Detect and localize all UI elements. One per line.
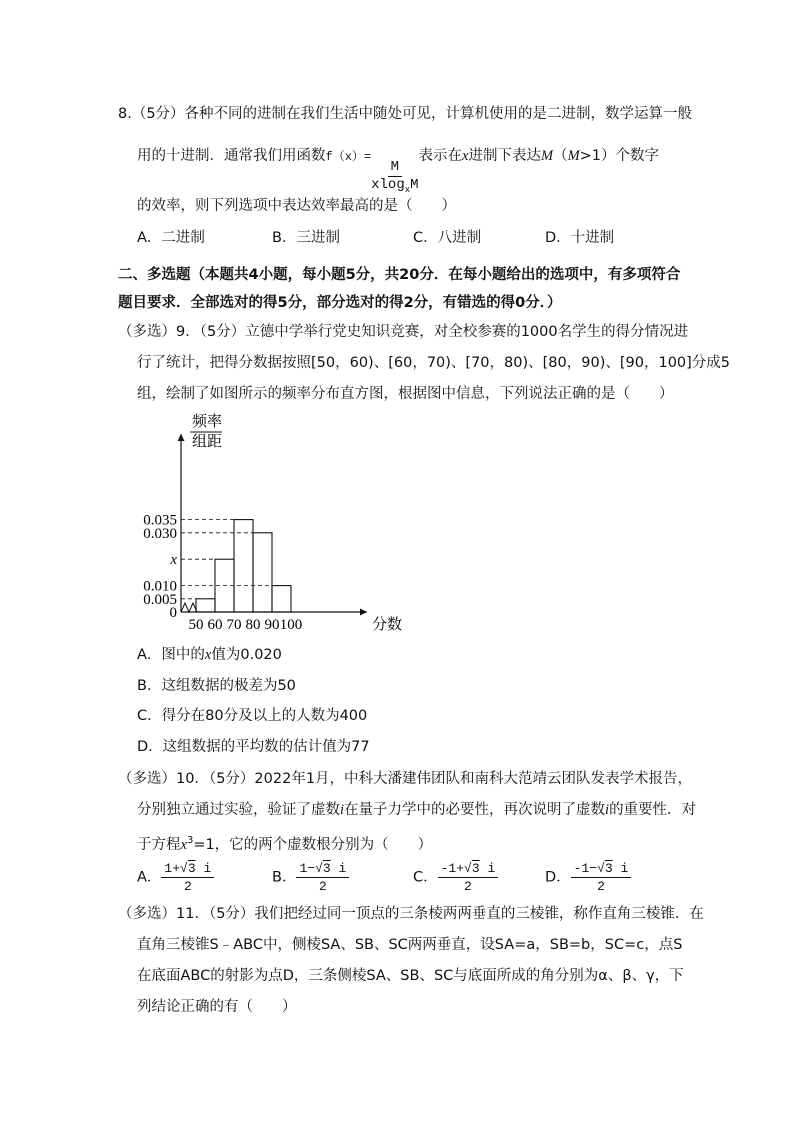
x-tick-label: 80 — [245, 617, 261, 633]
section2-heading-line1: 二、多选题（本题共4小题，每小题5分，共20分．在每小题给出的选项中，有多项符合 — [118, 267, 681, 283]
x-tick-label: 90 — [264, 617, 280, 633]
q8-line1: 8.（5分）各种不同的进制在我们生活中随处可见，计算机使用的是二进制，数学运算一般 — [118, 106, 693, 122]
y-tick-labels — [143, 513, 177, 621]
q10-option-a-fraction: $\frac{1+√3 i}{2}$ — [161, 860, 214, 895]
y-label-top: 频率 — [192, 414, 223, 430]
x-tick-label: 50 — [188, 617, 204, 633]
q9-option-d[interactable]: D．这组数据的平均数的估计值为77 — [137, 739, 370, 755]
q8-func-lhs: f（x）= — [325, 150, 372, 164]
q10-line1: （多选）10．（5分）2022年1月，中科大潘建伟团队和南科大范靖云团队发表学术报告， — [118, 771, 693, 787]
y-label-bottom: 组距 — [192, 434, 223, 450]
q9-option-c[interactable]: C．得分在80分及以上的人数为400 — [137, 708, 368, 724]
q11-line4: 列结论正确的有（ ） — [137, 999, 297, 1015]
section2-heading-line2: 题目要求．全部选对的得5分，部分选对的得2分，有错选的得0分．） — [118, 295, 562, 311]
y-tick-label: 0.035 — [143, 512, 177, 529]
q10-option-d-fraction: $\frac{-1-√3 i}{2}$ — [571, 860, 632, 895]
q10-eq-x: x — [180, 836, 187, 853]
q9-option-a[interactable]: A．图中的x值为0.020 — [137, 647, 282, 663]
q10-option-c-fraction: $\frac{-1+√3 i}{2}$ — [438, 860, 499, 895]
q10-line2: 分别独立通过实验，验证了虚数i在量子力学中的必要性，再次说明了虚数i的重要性．对 — [137, 802, 697, 818]
histogram-chart — [130, 410, 410, 635]
histogram-bars — [196, 520, 291, 612]
q10-eq-exp: 3 — [186, 835, 194, 846]
q8-func-fraction — [371, 159, 418, 199]
q11-line1: （多选）11．（5分）我们把经过同一顶点的三条棱两两垂直的三棱锥，称作直角三棱锥．在 — [118, 906, 704, 922]
q10-option-d[interactable]: D． $\frac{-1-√3 i}{2}$ — [545, 860, 631, 895]
q8-var-x: x — [462, 148, 469, 164]
histogram-bar — [272, 586, 291, 612]
q8-var-m: M — [540, 148, 554, 164]
q8-option-d[interactable]: D．十进制 — [545, 230, 615, 246]
q8-line3: 的效率，则下列选项中表达效率最高的是（ ） — [137, 198, 456, 214]
x-tick-label: 100 — [279, 617, 303, 633]
y-tick-label: 0 — [169, 605, 177, 621]
x-tick-label: 60 — [207, 617, 223, 633]
q10-option-b-fraction: $\frac{1-√3 i}{2}$ — [296, 860, 349, 895]
y-tick-label: 0.030 — [143, 525, 177, 542]
q8-func-denominator: xlog$_x$M — [371, 177, 419, 195]
axis-break-zigzag — [181, 603, 197, 612]
q8-func-numerator: M — [388, 159, 402, 177]
histogram-bar — [253, 533, 272, 612]
q8-option-a[interactable]: A．二进制 — [137, 230, 205, 246]
q10-line3: 于方程$x^3=1$，它的两个虚数根分别为（ ） — [137, 835, 433, 853]
x-tick-label: 70 — [226, 617, 242, 633]
y-tick-label: 0.005 — [143, 591, 177, 608]
q8-line2-text: 用的十进制．通常我们用函数 — [137, 148, 326, 164]
q9-line2: 行了统计，把得分数据按照[50，60)、[60，70)、[70，80)、[80，90)、[90，100]分成5 — [137, 355, 731, 371]
q8-line2: 用的十进制．通常我们用函数f（x）= $\frac{M}{xlog_xM}$ 表示在x进制下表达M（M>1）个数字 — [137, 147, 659, 199]
histogram-bar — [234, 520, 253, 612]
q9-option-a-var: x — [204, 647, 212, 663]
histogram-bar — [196, 599, 215, 612]
q10-option-b[interactable]: B． $\frac{1-√3 i}{2}$ — [272, 860, 349, 895]
x-tick-labels — [189, 617, 303, 633]
q11-line3: 在底面ABC的射影为点D，三条侧棱SA、SB、SC与底面所成的角分别为α、β、γ，下 — [137, 968, 684, 984]
q8-option-b[interactable]: B．三进制 — [272, 230, 340, 246]
q9-line3: 组，绘制了如图所示的频率分布直方图，根据图中信息，下列说法正确的是（ ） — [137, 386, 674, 402]
y-tick-label: 0.010 — [143, 578, 177, 595]
q8-option-c[interactable]: C．八进制 — [413, 230, 482, 246]
q9-option-b[interactable]: B．这组数据的极差为50 — [137, 678, 296, 694]
q10-var-i: i — [340, 802, 345, 818]
q10-option-a[interactable]: A． $\frac{1+√3 i}{2}$ — [137, 860, 214, 895]
x-label: 分数 — [372, 617, 403, 633]
q9-line1: （多选）9．（5分）立德中学举行党史知识竞赛，对全校参赛的1000名学生的得分情况进 — [118, 324, 689, 340]
q10-option-c[interactable]: C． $\frac{-1+√3 i}{2}$ — [413, 860, 498, 895]
q11-line2: 直角三棱锥S﹣ABC中，侧棱SA、SB、SC两两垂直，设SA=a，SB=b，SC=c，点S — [137, 937, 683, 953]
y-tick-label: x — [170, 552, 177, 569]
